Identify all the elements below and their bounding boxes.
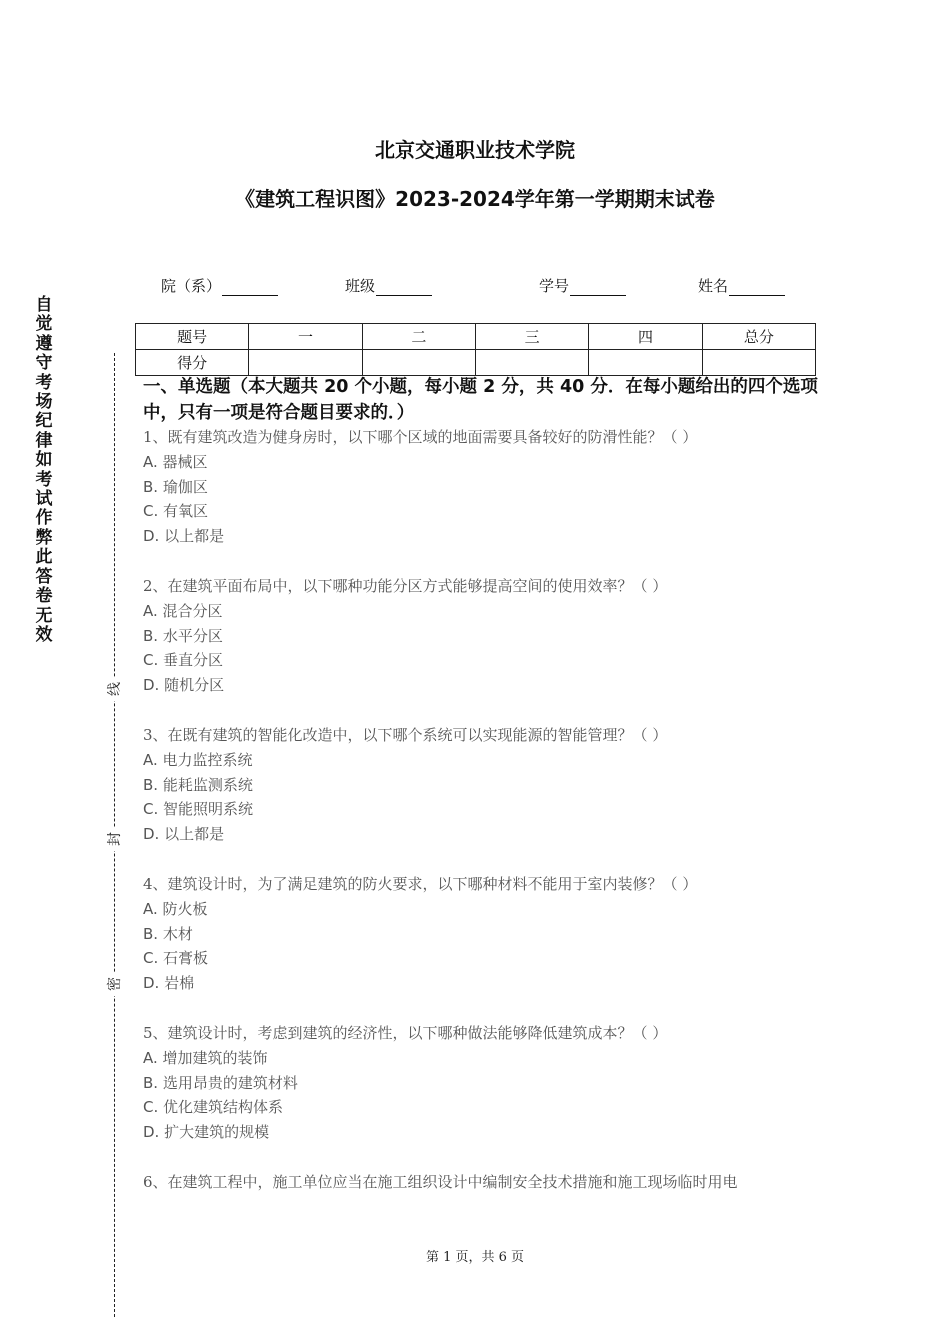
- score-cell[interactable]: [589, 350, 702, 376]
- option[interactable]: A. 电力监控系统: [143, 750, 253, 769]
- option[interactable]: C. 智能照明系统: [143, 800, 254, 819]
- option[interactable]: D. 以上都是: [143, 825, 225, 844]
- question-stem: 3、在既有建筑的智能化改造中，以下哪个系统可以实现能源的智能管理？（ ）: [143, 726, 668, 744]
- student-info-row: [0, 276, 950, 298]
- page-footer: 第 1 页，共 6 页: [425, 1250, 525, 1265]
- score-cell[interactable]: [702, 350, 815, 376]
- option[interactable]: A. 防火板: [143, 899, 208, 918]
- name-field[interactable]: 姓名: [698, 276, 785, 296]
- question: [143, 872, 823, 1021]
- option[interactable]: D. 扩大建筑的规模: [143, 1123, 270, 1142]
- exam-title: 《建筑工程识图》2023-2024学年第一学期期末试卷: [235, 187, 715, 211]
- question-stem: 6、在建筑工程中，施工单位应当在施工组织设计中编制安全技术措施和施工现场临时用电: [143, 1173, 738, 1191]
- question: [143, 723, 823, 872]
- name-blank[interactable]: [729, 279, 785, 296]
- question: [143, 574, 823, 723]
- question: [143, 1021, 823, 1170]
- score-header-cell: 三: [475, 324, 588, 350]
- option[interactable]: D. 岩棉: [143, 974, 195, 993]
- seal-mark-seal: 封: [105, 827, 125, 851]
- score-table: [135, 323, 816, 376]
- score-cell[interactable]: [475, 350, 588, 376]
- seal-mark-secret: 密: [105, 972, 125, 996]
- question: [143, 425, 823, 574]
- score-row-label: 得分: [136, 350, 249, 376]
- student-id-blank[interactable]: [570, 279, 626, 296]
- option[interactable]: B. 瑜伽区: [143, 477, 208, 496]
- score-table-header-row: [136, 324, 816, 350]
- score-header-cell: 一: [249, 324, 362, 350]
- option[interactable]: D. 以上都是: [143, 527, 225, 546]
- option[interactable]: C. 石膏板: [143, 949, 209, 968]
- option[interactable]: C. 优化建筑结构体系: [143, 1098, 284, 1117]
- option[interactable]: B. 选用昂贵的建筑材料: [143, 1073, 298, 1092]
- student-id-field[interactable]: 学号: [539, 276, 626, 296]
- dept-blank[interactable]: [222, 279, 278, 296]
- question-stem: 5、建筑设计时，考虑到建筑的经济性，以下哪种做法能够降低建筑成本？（ ）: [143, 1024, 668, 1042]
- score-header-cell: 四: [589, 324, 702, 350]
- class-blank[interactable]: [376, 279, 432, 296]
- section-heading: 一、单选题（本大题共 20 个小题，每小题 2 分，共 40 分．在每小题给出的四个选项中，只有一项是符合题目要求的．）: [143, 377, 818, 423]
- question-stem: 1、既有建筑改造为健身房时，以下哪个区域的地面需要具备较好的防滑性能？（ ）: [143, 428, 698, 446]
- dept-field[interactable]: 院（系）: [161, 276, 278, 296]
- seal-mark-line: 线: [105, 677, 125, 701]
- option[interactable]: B. 水平分区: [143, 626, 223, 645]
- option[interactable]: A. 增加建筑的装饰: [143, 1048, 268, 1067]
- score-table-score-row: [136, 350, 816, 376]
- score-cell[interactable]: [249, 350, 362, 376]
- option[interactable]: C. 有氧区: [143, 502, 209, 521]
- score-header-cell: 题号: [136, 324, 249, 350]
- option[interactable]: A. 混合分区: [143, 601, 223, 620]
- score-header-cell: 总分: [702, 324, 815, 350]
- option[interactable]: B. 木材: [143, 924, 193, 943]
- option[interactable]: C. 垂直分区: [143, 651, 224, 670]
- score-cell[interactable]: [362, 350, 475, 376]
- option[interactable]: A. 器械区: [143, 452, 208, 471]
- school-name: 北京交通职业技术学院: [375, 138, 575, 162]
- question-stem: 4、建筑设计时，为了满足建筑的防火要求，以下哪种材料不能用于室内装修？（ ）: [143, 875, 698, 893]
- question-stem: 2、在建筑平面布局中，以下哪种功能分区方式能够提高空间的使用效率？（ ）: [143, 577, 668, 595]
- question-list: [143, 425, 823, 1195]
- option[interactable]: B. 能耗监测系统: [143, 775, 253, 794]
- score-header-cell: 二: [362, 324, 475, 350]
- option[interactable]: D. 随机分区: [143, 676, 225, 695]
- exam-discipline-notice: 自觉遵守考场纪律如考试作弊此答卷无效: [35, 295, 53, 645]
- class-field[interactable]: 班级: [345, 276, 432, 296]
